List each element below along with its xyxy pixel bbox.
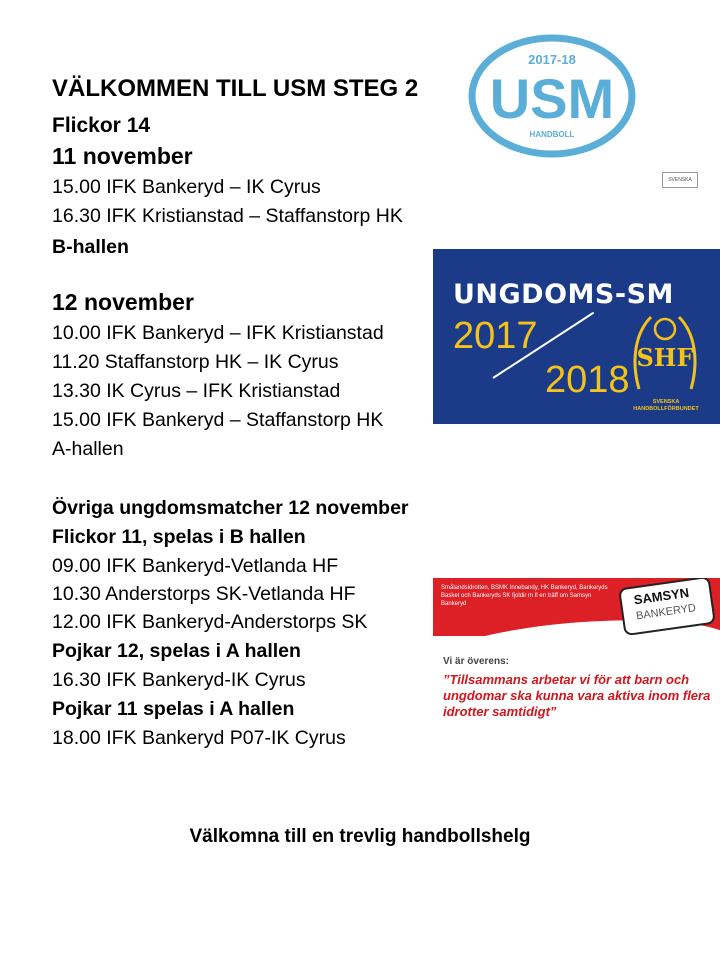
match-row: 15.00 IFK Bankeryd – IK Cyrus [52, 176, 321, 198]
page-title: VÄLKOMMEN TILL USM STEG 2 [52, 75, 419, 102]
samsyn-logo-line1: SAMSYN [632, 584, 690, 608]
match-row: 10.30 Anderstorps SK-Vetlanda HF [52, 583, 356, 605]
samsyn-quote: ”Tillsammans arbetar vi för att barn och ungdomar ska kunna vara aktiva inom flera idrotter samtidigt” [443, 672, 711, 719]
samsyn-subtitle: Vi är överens: [443, 656, 509, 667]
day2-hall: A-hallen [52, 438, 124, 460]
day2-date: 12 november [52, 289, 194, 315]
emblem-caption: SVENSKA HANDBOLLFÖRBUNDET [633, 399, 699, 412]
ungdoms-sm-banner [433, 249, 720, 424]
usm-season: 2017-18 [528, 52, 576, 67]
usm-logo [468, 34, 636, 158]
match-row: 16.30 IFK Bankeryd-IK Cyrus [52, 669, 306, 691]
match-row: 10.00 IFK Bankeryd – IFK Kristianstad [52, 322, 384, 344]
usm-sub: HANDBOLL [529, 130, 575, 139]
match-row: 13.30 IK Cyrus – IFK Kristianstad [52, 380, 341, 402]
group-title: Pojkar 12, spelas i A hallen [52, 640, 301, 662]
other-heading: Övriga ungdomsmatcher 12 november [52, 497, 409, 519]
match-row: 18.00 IFK Bankeryd P07-IK Cyrus [52, 727, 346, 749]
day1-hall: B-hallen [52, 236, 129, 258]
samsyn-ad [433, 578, 720, 730]
match-row: 15.00 IFK Bankeryd – Staffanstorp HK [52, 409, 384, 431]
match-row: 09.00 IFK Bankeryd-Vetlanda HF [52, 555, 339, 577]
day1-date: 11 november [52, 143, 193, 169]
footer-text: Välkomna till en trevlig handbollshelg [189, 826, 531, 847]
samsyn-small-text: Smålandsidrotten, BSMK Innebandy, HK Bankeryd, Bankeryds Basket och Bankeryds SK fjoldir m fl en träff om Samsyn Bankeryd [441, 585, 608, 607]
samsyn-logo-line2: BANKERYD [635, 602, 697, 623]
banner-year-1: 2017 [453, 315, 538, 357]
group-title: Flickor 11, spelas i B hallen [52, 526, 306, 548]
shf-emblem-icon [631, 311, 699, 401]
emblem-letters: SHF [636, 343, 694, 372]
match-row: 16.30 IFK Kristianstad – Staffanstorp HK [52, 205, 403, 227]
usm-text: USM [489, 67, 615, 130]
banner-title: UNGDOMS-SM [453, 279, 674, 310]
banner-year-2: 2018 [545, 359, 630, 401]
match-row: 12.00 IFK Bankeryd-Anderstorps SK [52, 611, 368, 633]
small-logo-label: SVENSKA [662, 172, 698, 188]
match-row: 11.20 Staffanstorp HK – IK Cyrus [52, 351, 339, 373]
group-title: Pojkar 11 spelas i A hallen [52, 698, 295, 720]
class-title: Flickor 14 [52, 114, 151, 137]
